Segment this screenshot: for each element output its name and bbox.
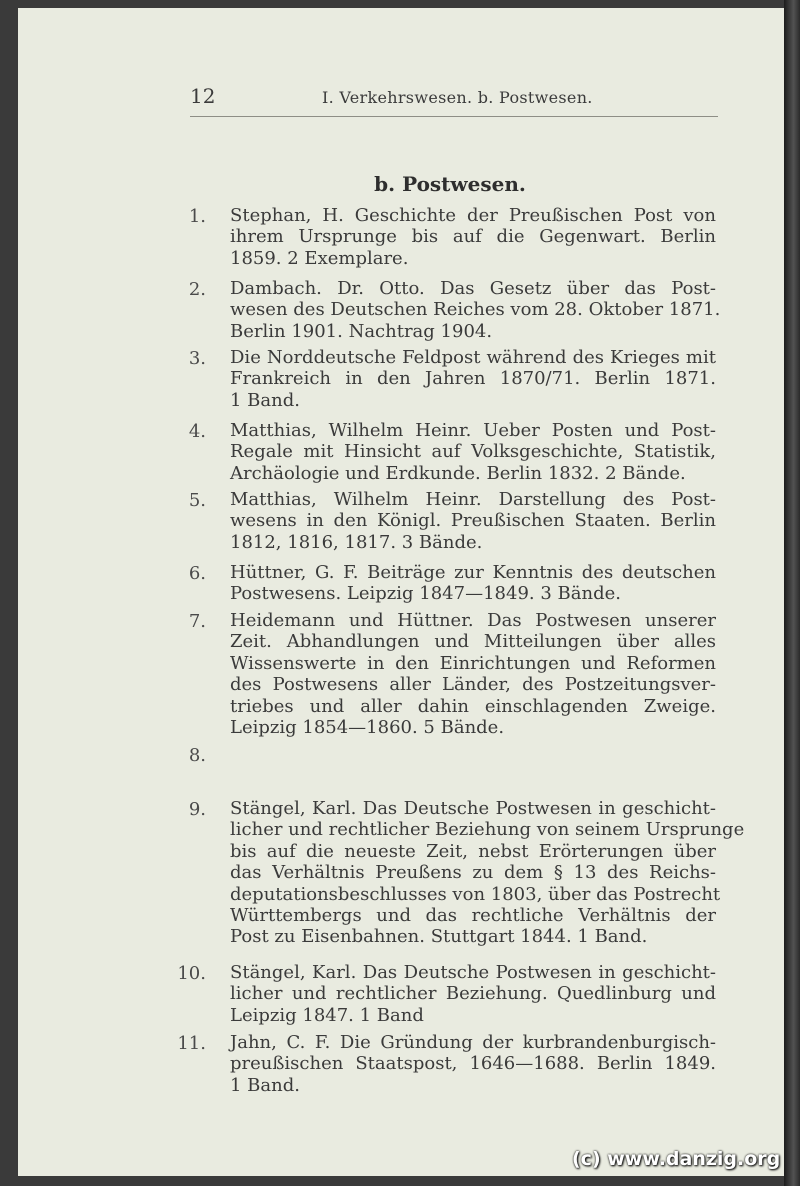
- bibliography-entry: [0, 278, 800, 342]
- entry-line: Jahn, C. F. Die Gründung der kurbrandenburgisch-: [230, 1032, 716, 1053]
- entry-line: Zeit. Abhandlungen und Mitteilungen über alles: [230, 631, 716, 653]
- entry-line: licher und rechtlicher Beziehung. Quedlinburg und: [230, 983, 716, 1005]
- bibliography-entry: [0, 420, 800, 484]
- page-number: 12: [190, 84, 216, 108]
- entry-line: Matthias, Wilhelm Heinr. Darstellung des Post-: [230, 489, 716, 510]
- entry-line: Regale mit Hinsicht auf Volksgeschichte, Statistik,: [230, 441, 716, 463]
- entry-line: triebes und aller dahin einschlagenden Zweige.: [230, 695, 716, 717]
- bibliography-entry: [0, 1032, 800, 1096]
- entry-line: Wissenswerte in den Einrichtungen und Reformen: [230, 652, 716, 674]
- entry-line: ihrem Ursprunge bis auf die Gegenwart. Berlin: [230, 226, 716, 248]
- entry-number: 10.: [177, 963, 206, 984]
- entry-line: des Postwesens aller Länder, des Postzeitungsver-: [230, 674, 716, 696]
- entry-number: 9.: [188, 799, 206, 820]
- entry-line: Post zu Eisenbahnen. Stuttgart 1844. 1 Band.: [230, 926, 648, 948]
- entry-line: 1 Band.: [230, 1074, 300, 1096]
- entry-line: preußischen Staatspost, 1646—1688. Berlin 1849.: [230, 1053, 716, 1075]
- entry-line: Heidemann und Hüttner. Das Postwesen unserer: [230, 610, 716, 631]
- bibliography-entry: [0, 745, 800, 766]
- entry-line: Leipzig 1854—1860. 5 Bände.: [230, 717, 505, 738]
- entry-line: wesens in den Königl. Preußischen Staaten. Berlin: [230, 510, 716, 532]
- entry-line: Frankreich in den Jahren 1870/71. Berlin 1871.: [230, 368, 716, 390]
- page-header: [190, 84, 718, 117]
- bibliography-entry: [0, 798, 800, 948]
- entry-line: Postwesens. Leipzig 1847—1849. 3 Bände.: [230, 583, 621, 605]
- entry-line: Matthias, Wilhelm Heinr. Ueber Posten und Post-: [230, 420, 716, 441]
- bibliography-entry: [0, 205, 800, 269]
- watermark: (c) www.danzig.org: [572, 1148, 781, 1170]
- entry-line: 1859. 2 Exemplare.: [230, 247, 409, 269]
- entry-line: licher und rechtlicher Beziehung von seinem Ursprunge: [230, 819, 745, 841]
- entry-number: 6.: [188, 563, 206, 584]
- bibliography-entry: [0, 347, 800, 411]
- entry-line: Stephan, H. Geschichte der Preußischen Post von: [230, 205, 716, 226]
- entry-line: deputationsbeschlusses von 1803, über das Postrecht: [230, 883, 721, 905]
- entry-line: Stängel, Karl. Das Deutsche Postwesen in geschicht-: [230, 962, 716, 983]
- bibliography-entry: [0, 562, 800, 605]
- entry-line: Dambach. Dr. Otto. Das Gesetz über das Post-: [230, 278, 716, 299]
- entry-line: Berlin 1901. Nachtrag 1904.: [230, 320, 493, 342]
- entry-line: 1812, 1816, 1817. 3 Bände.: [230, 531, 483, 553]
- entry-line: Leipzig 1847. 1 Band: [230, 1004, 424, 1026]
- entry-line: Stängel, Karl. Das Deutsche Postwesen in geschicht-: [230, 798, 716, 819]
- entry-line: Die Norddeutsche Feldpost während des Krieges mit: [230, 347, 716, 368]
- entry-number: 4.: [188, 421, 206, 442]
- entry-line: das Verhältnis Preußens zu dem § 13 des Reichs-: [230, 862, 716, 884]
- bibliography-entry: [0, 610, 800, 738]
- bibliography-entry: [0, 962, 800, 1026]
- entry-line: Hüttner, G. F. Beiträge zur Kenntnis des deutschen: [230, 562, 716, 583]
- entry-line: wesen des Deutschen Reiches vom 28. Oktober 1871.: [230, 299, 721, 321]
- entry-number: 2.: [188, 279, 206, 300]
- entry-number: 8.: [188, 745, 206, 766]
- entry-number: 7.: [188, 611, 206, 632]
- entry-number: 11.: [177, 1033, 206, 1054]
- entry-line: 1 Band.: [230, 389, 300, 411]
- entry-line: Württembergs und das rechtliche Verhältnis der: [230, 905, 716, 926]
- entry-line: bis auf die neueste Zeit, nebst Erörterungen über: [230, 840, 716, 862]
- section-title: b. Postwesen.: [374, 172, 526, 196]
- running-title: I. Verkehrswesen. b. Postwesen.: [322, 88, 593, 107]
- entry-line: Archäologie und Erdkunde. Berlin 1832. 2 Bände.: [230, 462, 686, 484]
- bibliography-entry: [0, 489, 800, 553]
- entry-number: 5.: [188, 490, 206, 511]
- entry-number: 3.: [188, 348, 206, 369]
- entry-number: 1.: [188, 206, 206, 227]
